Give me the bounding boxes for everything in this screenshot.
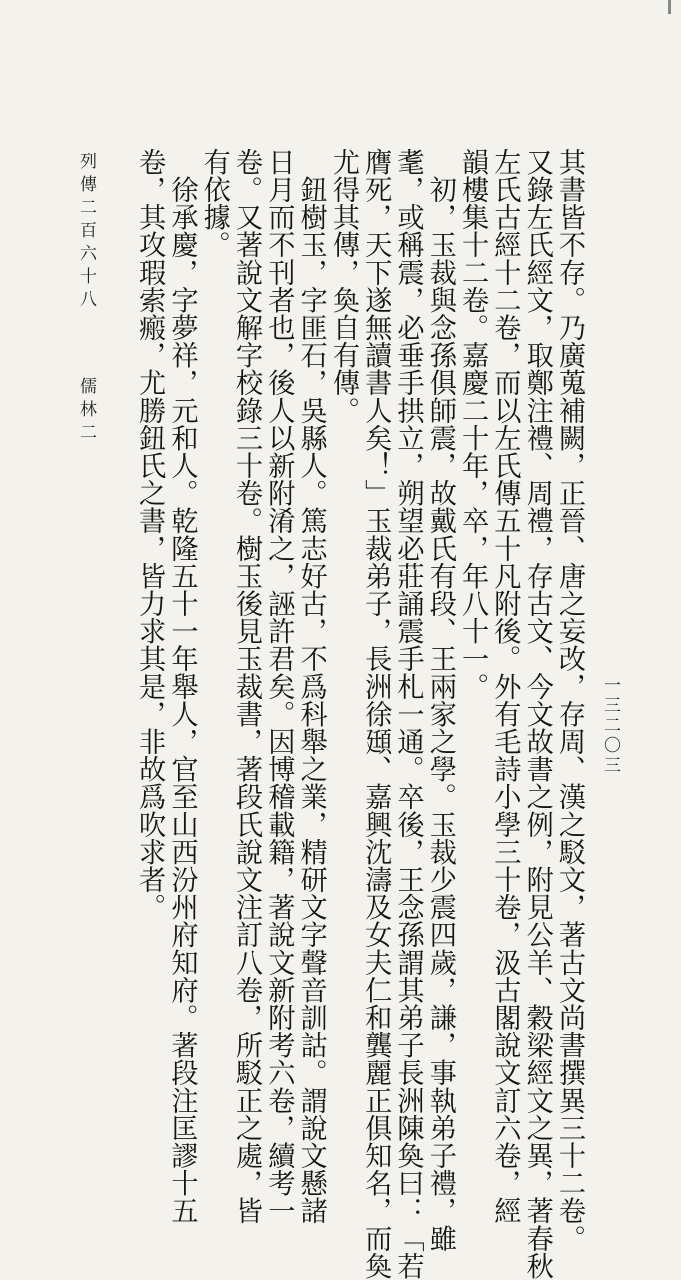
running-head-section: 儒林二	[76, 377, 96, 446]
text-column: 膺死，天下遂無讀書人矣！」玉裁弟子，長洲徐頲、嘉興沈濤及女夫仁和龔麗正俱知名，而奐	[360, 148, 392, 1280]
page-edge-mark	[668, 0, 671, 14]
text-column: 韻樓集十二卷。嘉慶二十年，卒，年八十一。	[457, 148, 489, 700]
text-column: 鈕樹玉，字匪石，吳縣人。篤志好古，不爲科舉之業，精研文字聲音訓詁。謂說文懸諸	[295, 148, 327, 1225]
running-head-title: 列傳二百六十八	[76, 152, 96, 313]
text-column: 左氏古經十二卷，而以左氏傳五十凡附後。外有毛詩小學三十卷，汲古閣說文訂六卷，經	[489, 148, 521, 1225]
running-head	[74, 152, 99, 446]
text-column: 日月而不刊者也，後人以新附淆之，誣許君矣。因博稽載籍，著說文新附考六卷，續考一	[263, 148, 295, 1225]
page-number: 一三二〇三	[600, 676, 620, 776]
text-column: 卷。又著說文解字校錄三十卷。樹玉後見玉裁書，著段氏說文注訂八卷，所駁正之處，皆	[231, 148, 263, 1225]
text-column: 耄，或稱震，必垂手拱立，朔望必莊誦震手札一通。卒後，王念孫謂其弟子長洲陳奐曰：「若	[392, 148, 424, 1280]
main-text-block	[115, 148, 585, 1280]
text-column: 尤得其傳，奐自有傳。	[327, 148, 359, 424]
text-column: 徐承慶，字夢祥，元和人。乾隆五十一年舉人，官至山西汾州府知府。著段注匡謬十五	[166, 148, 198, 1225]
text-column: 初，玉裁與念孫俱師震，故戴氏有段、王兩家之學。玉裁少震四歲，謙，事執弟子禮，雖	[424, 148, 456, 1252]
text-column: 有依據。	[198, 148, 230, 259]
text-column: 卷，其攻瑕索瘢，尤勝鈕氏之書，皆力求其是，非故爲吹求者。	[134, 148, 166, 921]
text-column: 其書皆不存。乃廣蒐補闕，正晉、唐之妄改，存周、漢之駁文，著古文尚書撰異三十二卷。	[554, 148, 585, 1252]
text-column: 又錄左氏經文，取鄭注禮、周禮，存古文、今文故書之例，附見公羊、穀梁經文之異，著春秋	[521, 148, 553, 1280]
